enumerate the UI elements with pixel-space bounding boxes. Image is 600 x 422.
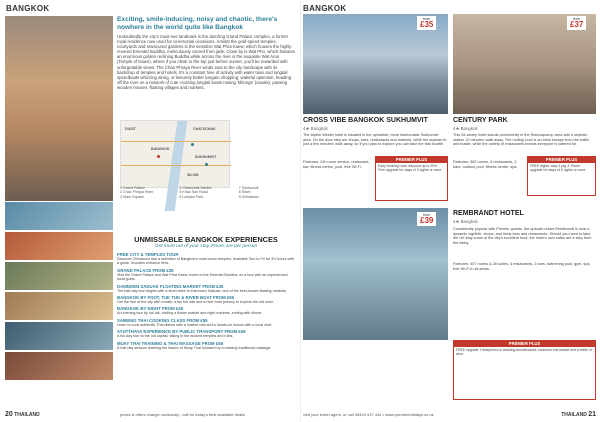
experience-text: Discover Chinatown and a selection of Bangkok's most iconic temples. Available Sun to Fri for 3½ hours with a guide. Includes entrance fees. xyxy=(117,257,295,266)
hero-photo-temple xyxy=(5,16,113,201)
experiences-title: UNMISSABLE BANGKOK EXPERIENCES xyxy=(134,235,278,244)
experience-text: Get the feel of the city with a walk, a tuk tuk ride and a river boat journey to explore the old town. xyxy=(117,300,275,305)
footer-label: THAILAND xyxy=(14,412,40,418)
hotel-name: REMBRANDT HOTEL xyxy=(453,210,524,217)
map-marker xyxy=(205,163,208,166)
map-road xyxy=(121,141,231,142)
map-marker xyxy=(191,143,194,146)
hotel-description: This 26-storey hotel stands prominently in the Ratchaprarop area with a skytrain station 10 minutes' walk away. The rooftop pool is an ideal escape from the traffic and bustle, while the variety of restaurants means everyone is catered for. xyxy=(453,133,590,147)
section-tag: BANGKOK xyxy=(6,4,50,13)
footer-note: prices & offers change constantly - call for today's best available deals! xyxy=(120,412,246,417)
legend-item: 3 Siam Square xyxy=(120,194,144,199)
hotel-facilities: Features: 382 rooms, 6 restaurants, 2 bars, outdoor pool, fitness centre, spa. xyxy=(453,160,518,169)
premier-plus-text: FREE nights: stay 4 pay 3. Room upgrade for stays of 5 nights or more. xyxy=(530,164,587,173)
experience-item xyxy=(117,295,295,304)
map-road xyxy=(121,165,231,166)
experience-item xyxy=(117,329,295,338)
photo-strip xyxy=(5,202,113,382)
experience-item xyxy=(117,268,295,282)
page-number: 21 xyxy=(588,411,596,418)
hotel-description: Consistently popular with Premier guests, the upscale urban Rembrandt is near a dynamic nightlife, shops, and lively bars and restaurants. Should you need to take the UK stay some of the city's excellent food, the hotel's own cafes are a step from the lobby. xyxy=(453,227,592,245)
price-value: £39 xyxy=(420,216,434,225)
page-footer xyxy=(561,411,596,418)
footer-note: visit your travel agent, or call 08444 937 444 • www.premierholidays.co.uk xyxy=(303,412,434,417)
price-label: from xyxy=(423,213,431,217)
experience-heading: SABIENG THAI COOKING CLASS FROM £55 xyxy=(117,317,208,323)
experience-text: Visit the Grand Palace and Wat Phra Kaew, home of the Emerald Buddha, on a tour with an experienced local guide. xyxy=(117,272,288,282)
experiences-section xyxy=(117,236,295,352)
page-number: 20 xyxy=(5,411,13,418)
experience-heading: GRAND PALACE FROM £35 xyxy=(117,267,174,273)
experience-heading: BANGKOK BY FOOT, TUK TUK & RIVER BOAT FROM £55 xyxy=(117,295,235,301)
experience-item xyxy=(117,341,295,350)
legend-item: 1 Grand Palace xyxy=(120,186,145,190)
legend-item: 7 Sukhumvit xyxy=(238,186,259,190)
bangkok-map xyxy=(120,120,230,188)
experience-text: Learn to cook authentic Thai dishes with a market visit and a hands-on lesson with a local chef. xyxy=(117,322,273,327)
experience-item xyxy=(117,252,295,266)
experience-item xyxy=(117,284,295,293)
hotel-photo-rembrandt xyxy=(303,208,448,340)
legend-item: 5 Khao San Road xyxy=(179,190,208,195)
hotel-description: The stylish Westin hotel is situated in the upmarket, more fashionable Sukhumvit area. On the door step are shops, bars, restaurants and markets, while the skytrain is just a few minutes' walk away, so if you plan to explore you can take the fast shuttle. xyxy=(303,133,447,147)
premier-plus-text: Early booking room discount up to 20%. Free upgrade for stays of 3 nights or more. xyxy=(378,164,443,173)
legend-item: 8 Silom xyxy=(238,190,251,195)
price-label: from xyxy=(573,17,581,21)
hotel-rating: 4★ Bangkok xyxy=(303,126,328,131)
experience-heading: DAMNOEN SADUAK FLOATING MARKET FROM £35 xyxy=(117,283,224,289)
legend-item: 4 Chatuchak Market xyxy=(179,186,212,190)
legend-item: 9 Chinatown xyxy=(238,194,259,199)
photo xyxy=(5,352,113,380)
map-label: BANGKOK xyxy=(151,147,170,151)
right-page xyxy=(300,0,600,422)
premier-plus-text: FREE upgrade. Honeymoon & wedding anniversaries: welcome fruit basket and a bottle of wine. xyxy=(456,348,592,357)
experiences-subtitle: Get more out of your stay. Prices are per person xyxy=(154,244,258,249)
price-value: £37 xyxy=(570,20,584,29)
map-label: SILOM xyxy=(187,173,199,177)
experience-text: The half-day tour begins with a short drive to Damnoen Saduak, one of the best-known floating markets. xyxy=(117,288,287,293)
experience-heading: AYUTTHAYA EXPERIENCE BY PUBLIC TRANSPORT FROM £59 xyxy=(117,329,246,335)
premier-plus-box xyxy=(527,156,596,196)
footer-label: THAILAND xyxy=(561,412,587,418)
hotel-facilities: Features: 407 rooms & 28 suites, 4 restaurants, 2 bars, swimming pool, gym, spa, free Wi-Fi in all areas. xyxy=(453,262,591,271)
price-label: from xyxy=(423,17,431,21)
experience-text: A full-day tour to the old capital, taking in the ancient temples and ruins. xyxy=(117,334,234,339)
hotel-facilities: Features: 24h room service, restaurant, bar, fitness centre, pool, free Wi-Fi. xyxy=(303,160,370,169)
hotel-rating: 4★ Bangkok xyxy=(453,219,478,224)
premier-plus-box xyxy=(375,156,448,201)
map-marker xyxy=(157,155,160,158)
photo xyxy=(5,202,113,230)
experience-heading: FREE CITY & TEMPLES TOUR xyxy=(117,252,179,257)
hotel-name: CROSS VIBE BANGKOK SUKHUMVIT xyxy=(303,117,428,124)
page-footer xyxy=(5,411,40,418)
hotel-rating: 4★ Bangkok xyxy=(453,126,478,131)
hero-body: Undoubtedly the city's must-see landmark is the dazzling Grand Palace complex, a former royal residence now used for ceremonial occasions. Amidst the gold-spired temples, courtyards and manicured gardens is the sensitive Wat Phra Kaew, which houses the highly revered Emerald Buddha, meticulously carved from jade. Close by is Wat Pho, which features an enormous golden reclining Buddha while across the river is the exquisite Wat Arun (Temple of Dawn), where if you climb to the top just before sunset, you'll be rewarded with unforgettable views. The Chao Phraya River winds east to the city landscape with its backdrop of temples and hotels. It's a constant hive of activity with water taxis and longtail speedboats whizzing along, or leisurely better bargain shopping, wakeful optimism, heading off the river on a network of cute crossing longtail boats rowing 'khlongs' (canals), passing wooden houses, floating villages and markets. xyxy=(117,34,296,90)
map-label: SUKHUMVIT xyxy=(195,155,217,159)
price-value: £35 xyxy=(420,20,434,29)
experience-heading: BANGKOK BY NIGHT FROM £35 xyxy=(117,306,184,312)
experience-text: A half-day session learning the basics of Muay Thai followed by a relaxing traditional massage. xyxy=(117,345,272,350)
hotel-name: CENTURY PARK xyxy=(453,117,508,124)
price-badge xyxy=(567,16,586,30)
map-legend xyxy=(120,186,296,199)
experience-text: An evening tour by tuk tuk, visiting a flower market and night markets, ending with dinner. xyxy=(117,311,263,316)
photo xyxy=(5,292,113,320)
photo xyxy=(5,262,113,290)
photo xyxy=(5,322,113,350)
map-label: DUSIT xyxy=(125,127,136,131)
price-badge xyxy=(417,212,436,226)
hero-title: Exciting, smile-inducing, noisy and chaotic, there's nowhere in the world quite like Bangkok xyxy=(117,16,278,31)
premier-plus-title: PREMIER PLUS xyxy=(454,341,595,347)
premier-plus-title: PREMIER PLUS xyxy=(376,157,447,163)
experience-item xyxy=(117,318,295,327)
photo xyxy=(5,232,113,260)
legend-item: 2 Chao Phraya River xyxy=(120,190,154,195)
section-tag: BANGKOK xyxy=(303,4,347,13)
map-label: CHATUCHAK xyxy=(193,127,216,131)
price-badge xyxy=(417,16,436,30)
legend-item: 6 Lumpini Park xyxy=(179,194,204,199)
experience-heading: MUAY THAI TRAINING & THAI MASSAGE FROM £55 xyxy=(117,340,223,346)
premier-plus-title: PREMIER PLUS xyxy=(528,157,595,163)
premier-plus-box xyxy=(453,340,596,400)
experience-item xyxy=(117,306,295,315)
